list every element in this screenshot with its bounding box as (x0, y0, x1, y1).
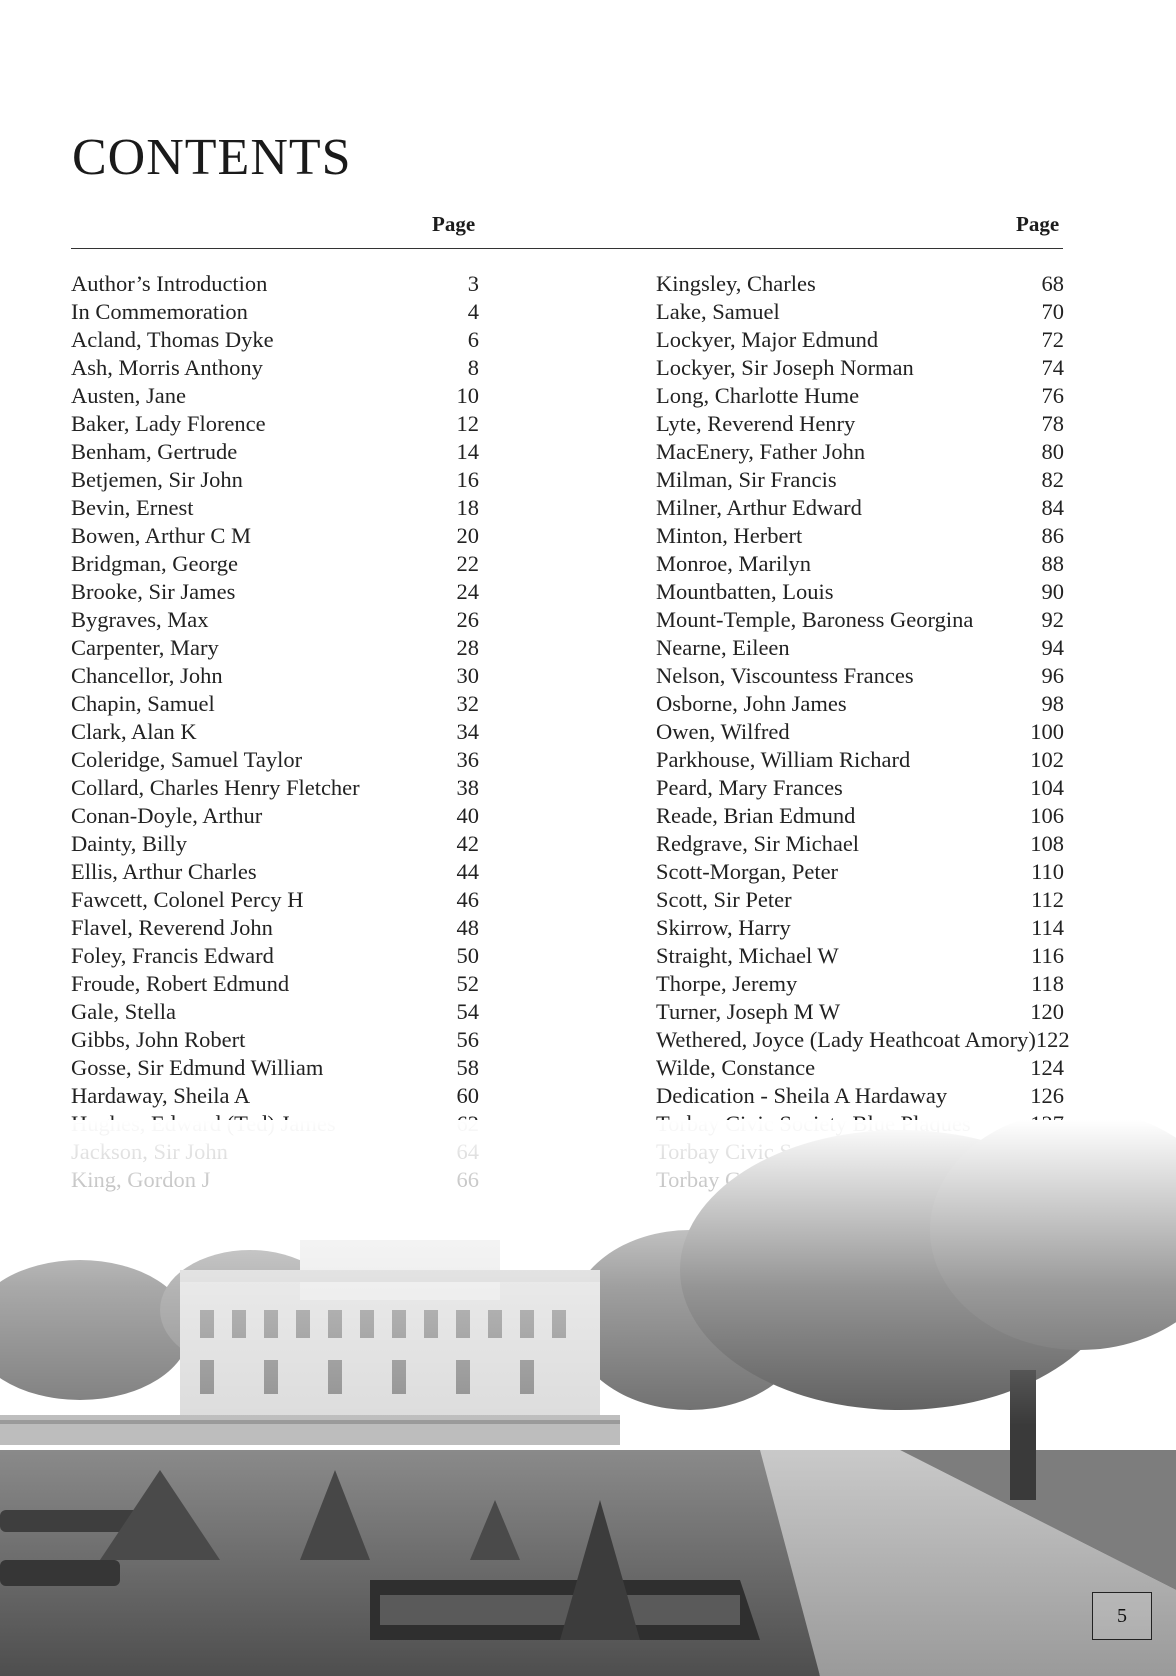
entry-page-number: 88 (1041, 551, 1064, 576)
entry-name: Nearne, Eileen (656, 635, 790, 660)
contents-entry (656, 382, 1064, 410)
entry-name: Dedication - Sheila A Hardaway (656, 1083, 948, 1108)
entry-name: Thorpe, Jeremy (656, 971, 798, 996)
entry-page-number: 122 (1035, 1027, 1070, 1052)
entry-name: Kingsley, Charles (656, 271, 816, 296)
entry-name: Conan-Doyle, Arthur (71, 803, 263, 828)
entry-page-number: 12 (456, 411, 479, 436)
entry-page-number: 56 (456, 1027, 479, 1052)
contents-entry (71, 410, 479, 438)
estate-garden-photo (0, 1120, 1176, 1676)
entry-name: Chapin, Samuel (71, 691, 215, 716)
entry-page-number: 58 (456, 1055, 479, 1080)
contents-entry (71, 998, 479, 1026)
entry-name: Bridgman, George (71, 551, 239, 576)
entry-page-number: 114 (1031, 915, 1064, 940)
contents-entry (71, 662, 479, 690)
entry-name: Scott, Sir Peter (656, 887, 792, 912)
contents-entry (656, 886, 1064, 914)
entry-name: Parkhouse, William Richard (656, 747, 911, 772)
entry-name: Reade, Brian Edmund (656, 803, 856, 828)
contents-entry (656, 298, 1064, 326)
entry-name: Carpenter, Mary (71, 635, 219, 660)
contents-entry (656, 662, 1064, 690)
entry-name: Osborne, John James (656, 691, 847, 716)
contents-entry (71, 298, 479, 326)
entry-page-number: 124 (1030, 1055, 1064, 1080)
contents-entry (71, 438, 479, 466)
contents-entry (656, 718, 1064, 746)
contents-entry (656, 746, 1064, 774)
contents-entry (656, 522, 1064, 550)
contents-entry (71, 1082, 479, 1110)
entry-page-number: 108 (1030, 831, 1064, 856)
contents-entry (656, 1054, 1064, 1082)
entry-page-number: 4 (467, 299, 479, 324)
contents-entry (656, 494, 1064, 522)
contents-list-right (656, 270, 1070, 1194)
entry-page-number: 3 (467, 271, 479, 296)
entry-page-number: 48 (456, 915, 479, 940)
entry-page-number: 16 (456, 467, 479, 492)
entry-name: Lake, Samuel (656, 299, 780, 324)
entry-name: Flavel, Reverend John (71, 915, 273, 940)
contents-entry (71, 942, 479, 970)
entry-name: Wethered, Joyce (Lady Heathcoat Amory) (656, 1027, 1036, 1052)
entry-name: Lockyer, Major Edmund (656, 327, 879, 352)
entry-page-number: 10 (456, 383, 479, 408)
entry-name: Froude, Robert Edmund (71, 971, 290, 996)
entry-name: Baker, Lady Florence (71, 411, 266, 436)
entry-name: Scott-Morgan, Peter (656, 859, 839, 884)
contents-entry (71, 466, 479, 494)
entry-page-number: 30 (456, 663, 479, 688)
entry-name: Brooke, Sir James (71, 579, 236, 604)
entry-page-number: 50 (456, 943, 479, 968)
contents-entry (656, 998, 1064, 1026)
entry-page-number: 112 (1031, 887, 1064, 912)
entry-name: Peard, Mary Frances (656, 775, 843, 800)
contents-entry (656, 942, 1064, 970)
entry-page-number: 98 (1041, 691, 1064, 716)
entry-page-number: 102 (1030, 747, 1064, 772)
contents-entry (71, 354, 479, 382)
entry-page-number: 82 (1041, 467, 1064, 492)
contents-entry (71, 382, 479, 410)
entry-page-number: 36 (456, 747, 479, 772)
entry-page-number: 100 (1030, 719, 1064, 744)
contents-entry (656, 466, 1064, 494)
entry-name: Gale, Stella (71, 999, 176, 1024)
entry-name: Coleridge, Samuel Taylor (71, 747, 303, 772)
entry-name: Mount-Temple, Baroness Georgina (656, 607, 974, 632)
entry-page-number: 46 (456, 887, 479, 912)
contents-entry (656, 1026, 1070, 1054)
entry-name: Foley, Francis Edward (71, 943, 274, 968)
entry-name: Milman, Sir Francis (656, 467, 837, 492)
entry-name: Bygraves, Max (71, 607, 209, 632)
entry-page-number: 72 (1041, 327, 1064, 352)
entry-name: Nelson, Viscountess Frances (656, 663, 914, 688)
contents-entry (71, 830, 479, 858)
entry-page-number: 84 (1041, 495, 1064, 520)
entry-page-number: 110 (1031, 859, 1064, 884)
entry-page-number: 52 (456, 971, 479, 996)
contents-entry (71, 522, 479, 550)
contents-entry (656, 606, 1064, 634)
header-divider (71, 248, 1063, 249)
entry-name: Redgrave, Sir Michael (656, 831, 860, 856)
entry-name: Straight, Michael W (656, 943, 839, 968)
entry-page-number: 40 (456, 803, 479, 828)
entry-page-number: 20 (456, 523, 479, 548)
entry-name: Collard, Charles Henry Fletcher (71, 775, 360, 800)
entry-name: Author’s Introduction (71, 271, 268, 296)
contents-entry (71, 494, 479, 522)
entry-name: Mountbatten, Louis (656, 579, 834, 604)
entry-page-number: 34 (456, 719, 479, 744)
entry-name: Chancellor, John (71, 663, 223, 688)
contents-entry (71, 690, 479, 718)
contents-entry (656, 354, 1064, 382)
entry-name: Fawcett, Colonel Percy H (71, 887, 304, 912)
contents-entry (656, 914, 1064, 942)
entry-page-number: 104 (1030, 775, 1064, 800)
entry-name: Acland, Thomas Dyke (71, 327, 274, 352)
contents-entry (656, 1082, 1064, 1110)
contents-entry (656, 578, 1064, 606)
entry-name: Betjemen, Sir John (71, 467, 243, 492)
contents-entry (71, 858, 479, 886)
contents-list-left (71, 270, 479, 1194)
right-page-column-header: Page (1016, 212, 1060, 236)
contents-entry (656, 634, 1064, 662)
entry-page-number: 54 (456, 999, 479, 1024)
entry-name: Lyte, Reverend Henry (656, 411, 856, 436)
entry-page-number: 92 (1041, 607, 1064, 632)
entry-page-number: 6 (467, 327, 479, 352)
entry-page-number: 94 (1041, 635, 1064, 660)
entry-page-number: 90 (1041, 579, 1064, 604)
contents-entry (656, 438, 1064, 466)
entry-name: Hardaway, Sheila A (71, 1083, 251, 1108)
contents-entry (71, 270, 479, 298)
page-number: 5 (1092, 1592, 1152, 1640)
entry-page-number: 38 (456, 775, 479, 800)
entry-page-number: 120 (1030, 999, 1064, 1024)
contents-entry (71, 550, 479, 578)
entry-name: Skirrow, Harry (656, 915, 791, 940)
entry-page-number: 116 (1031, 943, 1064, 968)
contents-entry (71, 1026, 479, 1054)
entry-name: Clark, Alan K (71, 719, 197, 744)
entry-page-number: 14 (456, 439, 479, 464)
contents-entry (71, 802, 479, 830)
contents-entry (71, 886, 479, 914)
entry-page-number: 86 (1041, 523, 1064, 548)
entry-page-number: 32 (456, 691, 479, 716)
entry-page-number: 28 (456, 635, 479, 660)
contents-entry (656, 970, 1064, 998)
entry-page-number: 70 (1041, 299, 1064, 324)
contents-entry (71, 326, 479, 354)
entry-page-number: 74 (1041, 355, 1064, 380)
entry-page-number: 24 (456, 579, 479, 604)
entry-name: Minton, Herbert (656, 523, 803, 548)
entry-name: Gosse, Sir Edmund William (71, 1055, 324, 1080)
contents-entry (71, 774, 479, 802)
contents-entry (656, 326, 1064, 354)
contents-entry (656, 270, 1064, 298)
entry-name: Gibbs, John Robert (71, 1027, 246, 1052)
entry-name: MacEnery, Father John (656, 439, 866, 464)
entry-name: Milner, Arthur Edward (656, 495, 862, 520)
entry-page-number: 78 (1041, 411, 1064, 436)
entry-page-number: 42 (456, 831, 479, 856)
page-title: CONTENTS (72, 129, 352, 186)
entry-name: Ellis, Arthur Charles (71, 859, 257, 884)
entry-name: Wilde, Constance (656, 1055, 816, 1080)
contents-entry (71, 746, 479, 774)
entry-name: Long, Charlotte Hume (656, 383, 860, 408)
entry-page-number: 118 (1031, 971, 1064, 996)
contents-entry (71, 634, 479, 662)
contents-entry (656, 858, 1064, 886)
entry-name: Turner, Joseph M W (656, 999, 841, 1024)
contents-entry (656, 802, 1064, 830)
contents-entry (71, 578, 479, 606)
contents-entry (656, 830, 1064, 858)
entry-name: Monroe, Marilyn (656, 551, 811, 576)
entry-name: Owen, Wilfred (656, 719, 790, 744)
contents-entry (71, 1054, 479, 1082)
entry-page-number: 8 (467, 355, 479, 380)
contents-entry (71, 718, 479, 746)
entry-page-number: 26 (456, 607, 479, 632)
contents-entry (71, 606, 479, 634)
entry-page-number: 106 (1030, 803, 1064, 828)
entry-name: Bowen, Arthur C M (71, 523, 251, 548)
contents-entry (656, 550, 1064, 578)
contents-entry (71, 914, 479, 942)
contents-entry (656, 410, 1064, 438)
contents-entry (656, 774, 1064, 802)
entry-page-number: 126 (1030, 1083, 1064, 1108)
contents-entry (656, 690, 1064, 718)
entry-name: Lockyer, Sir Joseph Norman (656, 355, 914, 380)
entry-page-number: 80 (1041, 439, 1064, 464)
entry-name: Ash, Morris Anthony (71, 355, 263, 380)
entry-name: Bevin, Ernest (71, 495, 194, 520)
entry-page-number: 18 (456, 495, 479, 520)
entry-name: Dainty, Billy (71, 831, 188, 856)
entry-page-number: 44 (456, 859, 479, 884)
entry-page-number: 60 (456, 1083, 479, 1108)
entry-page-number: 76 (1041, 383, 1064, 408)
entry-name: Austen, Jane (71, 383, 186, 408)
entry-name: In Commemoration (71, 299, 248, 324)
entry-page-number: 22 (456, 551, 479, 576)
entry-name: Benham, Gertrude (71, 439, 238, 464)
entry-page-number: 96 (1041, 663, 1064, 688)
entry-page-number: 68 (1041, 271, 1064, 296)
contents-entry (71, 970, 479, 998)
left-page-column-header: Page (432, 212, 476, 236)
